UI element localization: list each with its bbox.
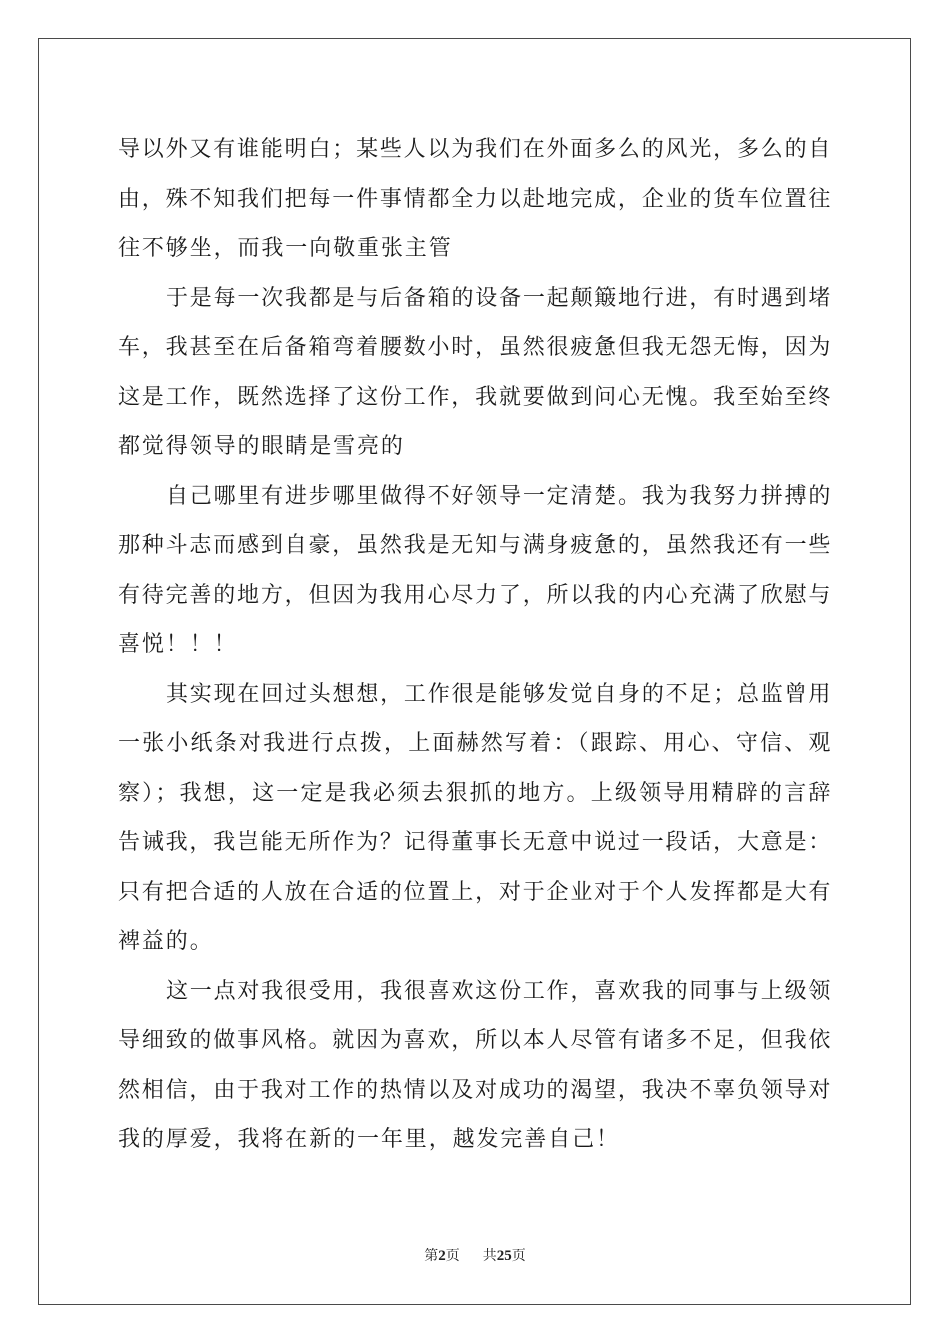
total-prefix: 共 bbox=[482, 1248, 497, 1264]
text-line: 导以外又有谁能明白；某些人以为我们在外面多么的风光，多么的自 bbox=[118, 137, 832, 162]
paragraph bbox=[118, 274, 832, 472]
text-line: 喜悦！！！ bbox=[118, 632, 238, 657]
text-line: 于是每一次我都是与后备箱的设备一起颠簸地行进，有时遇到堵 bbox=[166, 285, 832, 311]
text-line: 这是工作，既然选择了这份工作，我就要做到问心无愧。我至始至终 bbox=[118, 384, 832, 410]
text-line: 这一点对我很受用，我很喜欢这份工作，喜欢我的同事与上级领 bbox=[166, 978, 832, 1004]
paragraph bbox=[118, 967, 832, 1165]
page-indicator bbox=[424, 1248, 464, 1264]
text-line: 有待完善的地方，但因为我用心尽力了，所以我的内心充满了欣慰与 bbox=[118, 582, 832, 608]
text-line: 导细致的做事风格。就因为喜欢，所以本人尽管有诸多不足，但我依 bbox=[118, 1028, 832, 1053]
paragraph bbox=[118, 125, 832, 274]
text-line: 车，我甚至在后备箱弯着腰数小时，虽然很疲惫但我无怨无悔，因为 bbox=[118, 335, 832, 360]
text-line: 一张小纸条对我进行点拨，上面赫然写着：（跟踪、用心、守信、观 bbox=[118, 731, 832, 756]
text-line: 裨益的。 bbox=[118, 929, 214, 954]
total-pages-indicator bbox=[483, 1248, 526, 1264]
text-line: 其实现在回过头想想，工作很是能够发觉自身的不足；总监曾用 bbox=[166, 681, 832, 707]
page-number: 2 bbox=[438, 1248, 446, 1264]
text-line: 都觉得领导的眼睛是雪亮的 bbox=[118, 434, 405, 459]
text-line: 那种斗志而感到自豪，虽然我是无知与满身疲惫的，虽然我还有一些 bbox=[118, 533, 832, 558]
text-line: 告诫我，我岂能无所作为？记得董事长无意中说过一段话，大意是： bbox=[118, 830, 832, 855]
document-body bbox=[118, 125, 832, 1165]
paragraph bbox=[118, 670, 832, 967]
total-pages: 25 bbox=[496, 1248, 512, 1264]
page-suffix: 页 bbox=[445, 1248, 460, 1264]
page-footer bbox=[0, 1246, 950, 1266]
text-line: 自己哪里有进步哪里做得不好领导一定清楚。我为我努力拼搏的 bbox=[166, 483, 832, 509]
total-suffix: 页 bbox=[511, 1248, 526, 1264]
page-prefix: 第 bbox=[424, 1248, 439, 1264]
text-line: 然相信，由于我对工作的热情以及对成功的渴望，我决不辜负领导对 bbox=[118, 1077, 832, 1103]
text-line: 由，殊不知我们把每一件事情都全力以赴地完成，企业的货车位置往 bbox=[118, 186, 832, 212]
text-line: 只有把合适的人放在合适的位置上，对于企业对于个人发挥都是大有 bbox=[118, 879, 832, 905]
text-line: 我的厚爱，我将在新的一年里，越发完善自己！ bbox=[118, 1127, 620, 1152]
paragraph bbox=[118, 472, 832, 670]
text-line: 往不够坐，而我一向敬重张主管 bbox=[118, 236, 453, 261]
text-line: 察）；我想，这一定是我必须去狠抓的地方。上级领导用精辟的言辞 bbox=[118, 780, 832, 806]
